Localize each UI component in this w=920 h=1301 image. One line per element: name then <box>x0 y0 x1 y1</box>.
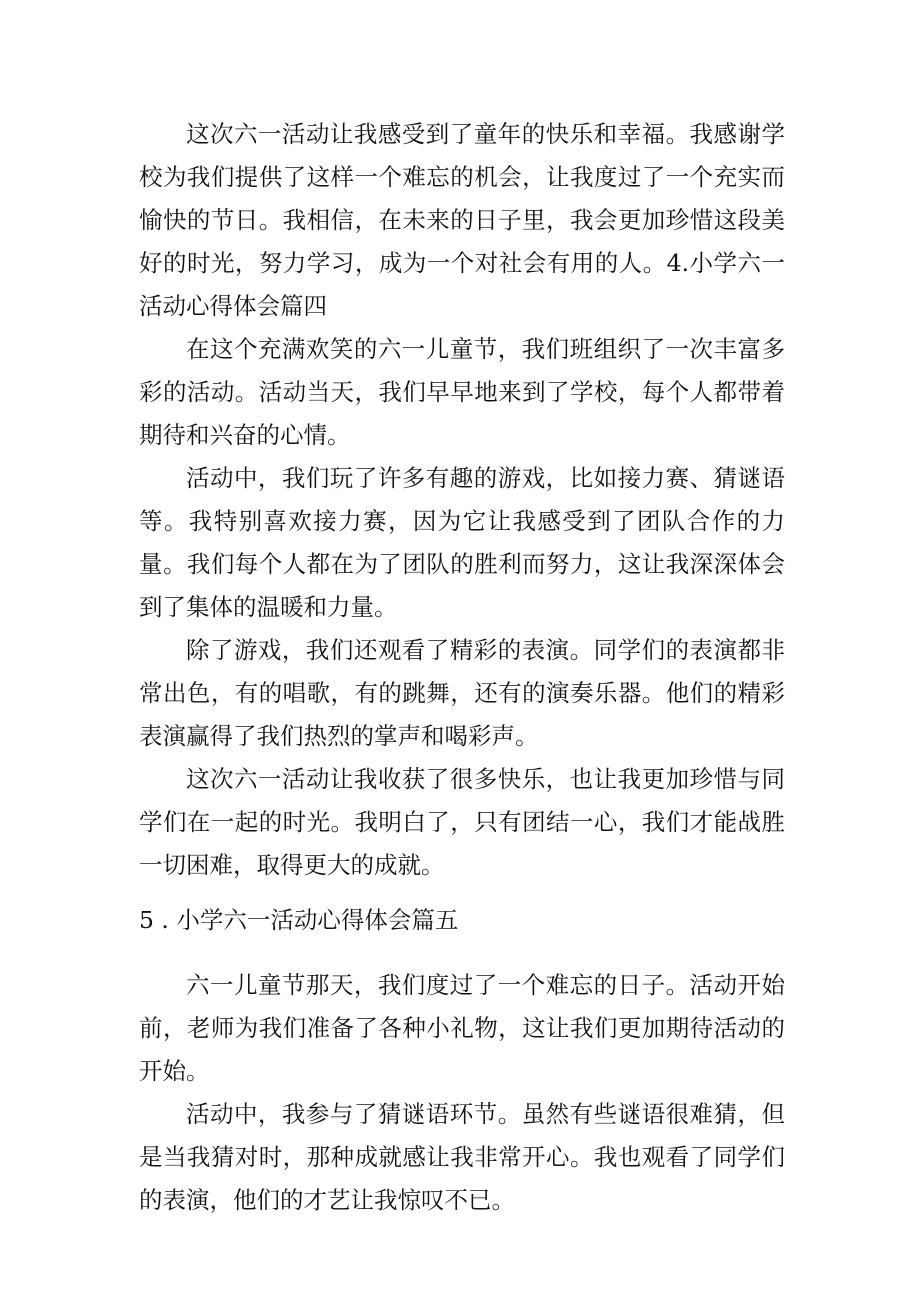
paragraph: 除了游戏，我们还观看了精彩的表演。同学们的表演都非常出色，有的唱歌，有的跳舞，还有的演奏乐器。他们的精彩表演赢得了我们热烈的掌声和喝彩声。 <box>139 636 785 750</box>
section-heading: 5 . 小学六一活动心得体会篇五 <box>139 906 459 934</box>
paragraph: 活动中，我们玩了许多有趣的游戏，比如接力赛、猜谜语等。我特别喜欢接力赛，因为它让我感受到了团队合作的力量。我们每个人都在为了团队的胜利而努力，这让我深深体会到了集体的温暖和力量。 <box>139 464 785 621</box>
paragraph: 六一儿童节那天，我们度过了一个难忘的日子。活动开始前，老师为我们准备了各种小礼物，这让我们更加期待活动的开始。 <box>139 971 785 1085</box>
paragraph: 活动中，我参与了猜谜语环节。虽然有些谜语很难猜，但是当我猜对时，那种成就感让我非常开心。我也观看了同学们的表演，他们的才艺让我惊叹不已。 <box>139 1100 785 1214</box>
paragraph: 这次六一活动让我感受到了童年的快乐和幸福。我感谢学校为我们提供了这样一个难忘的机会，让我度过了一个充实而愉快的节日。我相信，在未来的日子里，我会更加珍惜这段美好的时光，努力学习，成为一个对社会有用的人。4.小学六一活动心得体会篇四 <box>139 120 785 320</box>
paragraph: 在这个充满欢笑的六一儿童节，我们班组织了一次丰富多彩的活动。活动当天，我们早早地来到了学校，每个人都带着期待和兴奋的心情。 <box>139 335 785 449</box>
document-body <box>139 113 785 1222</box>
paragraph: 这次六一活动让我收获了很多快乐，也让我更加珍惜与同学们在一起的时光。我明白了，只有团结一心，我们才能战胜一切困难，取得更大的成就。 <box>139 765 785 879</box>
